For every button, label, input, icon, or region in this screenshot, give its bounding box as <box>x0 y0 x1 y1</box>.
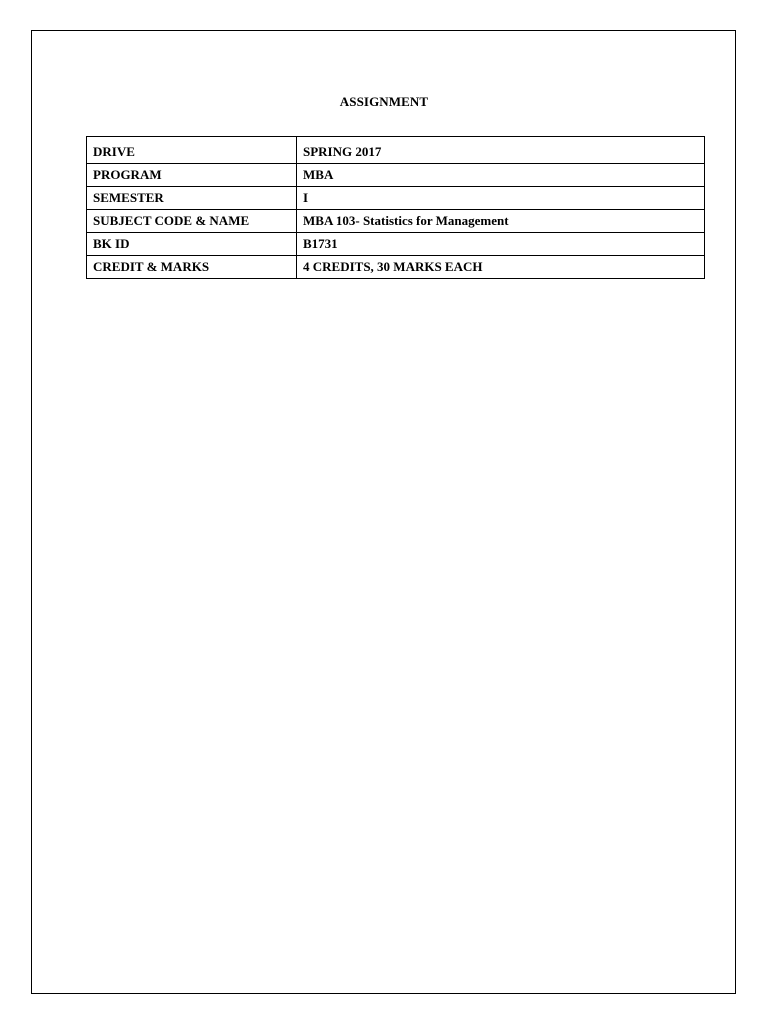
row-value: 4 CREDITS, 30 MARKS EACH <box>297 256 705 279</box>
row-label: DRIVE <box>87 137 297 164</box>
row-label: CREDIT & MARKS <box>87 256 297 279</box>
row-value: B1731 <box>297 233 705 256</box>
row-value: SPRING 2017 <box>297 137 705 164</box>
table-row-bk-id <box>87 233 705 256</box>
row-value: MBA <box>297 164 705 187</box>
document-title: ASSIGNMENT <box>339 94 429 109</box>
table-row-drive <box>87 137 705 164</box>
row-value: I <box>297 187 705 210</box>
assignment-info-table <box>86 136 705 279</box>
table-row-credit-marks <box>87 256 705 279</box>
table-row-program <box>87 164 705 187</box>
row-label: BK ID <box>87 233 297 256</box>
row-label: PROGRAM <box>87 164 297 187</box>
row-value: MBA 103- Statistics for Management <box>297 210 705 233</box>
table-row-subject <box>87 210 705 233</box>
row-label: SUBJECT CODE & NAME <box>87 210 297 233</box>
table-row-semester <box>87 187 705 210</box>
row-label: SEMESTER <box>87 187 297 210</box>
